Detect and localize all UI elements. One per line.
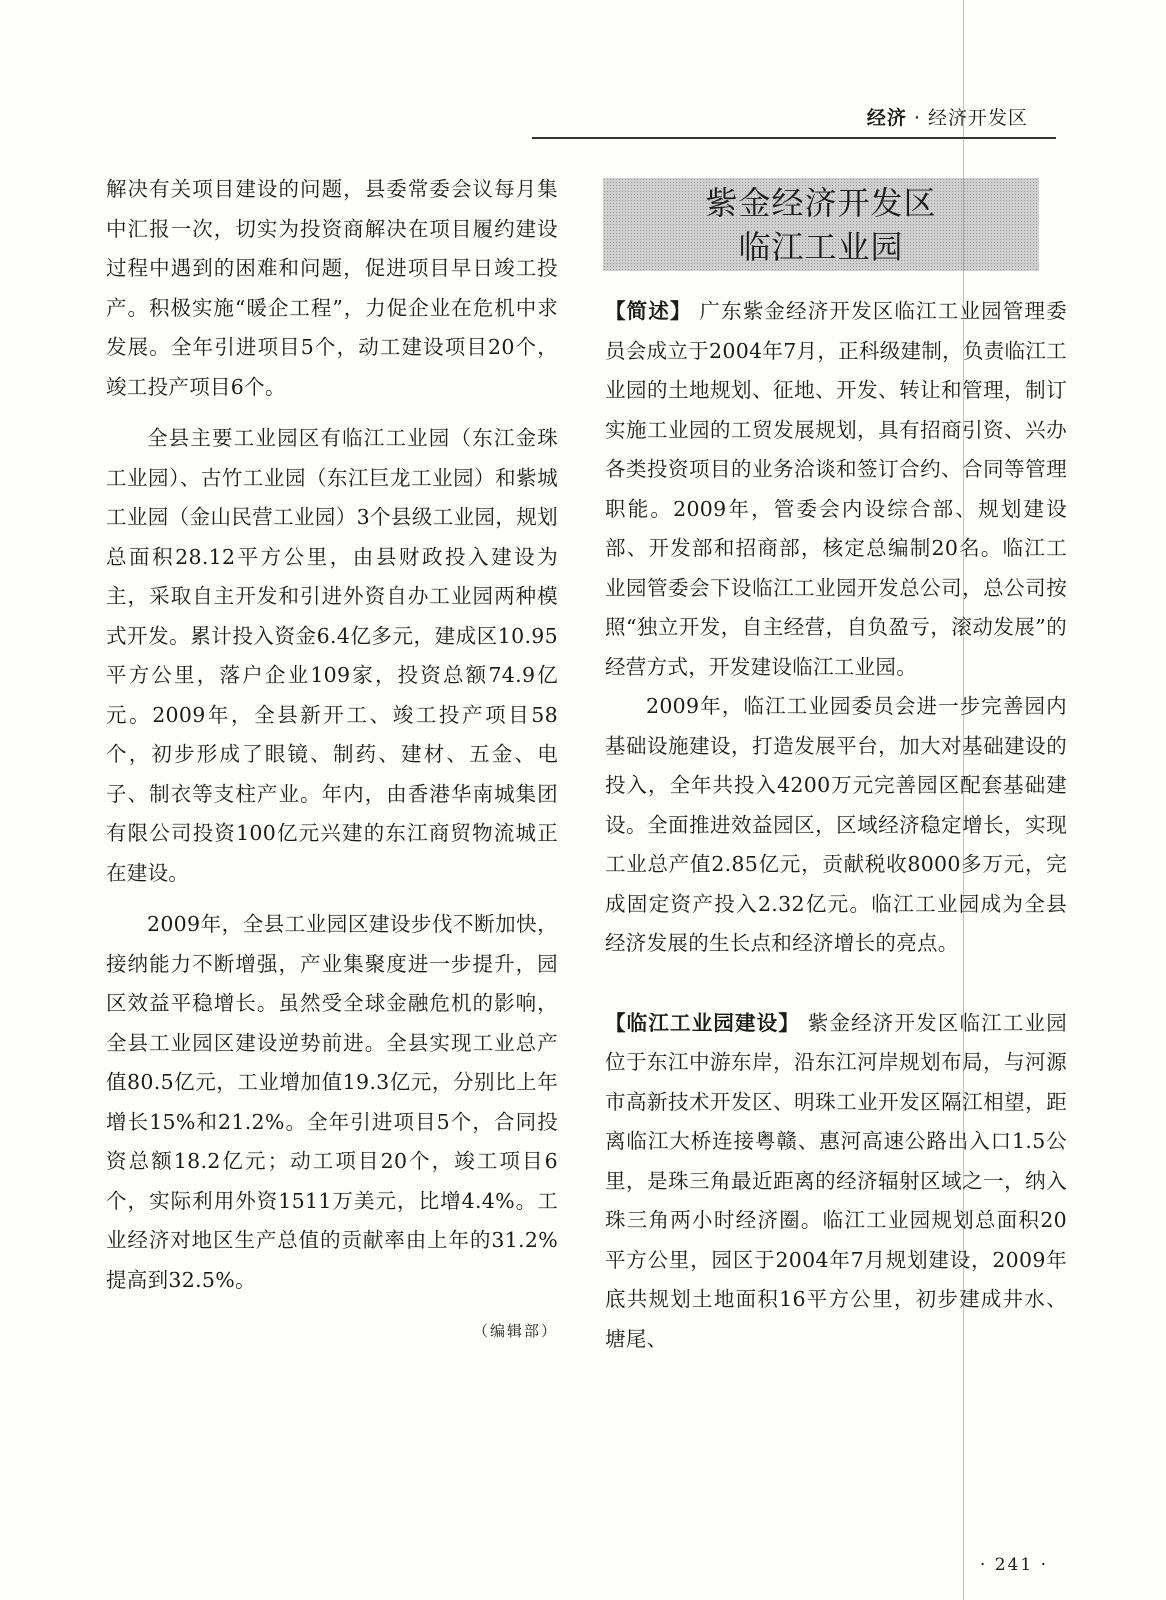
left-paragraph-3: 2009年，全县工业园区建设步伐不断加快，接纳能力不断增强，产业集聚度进一步提升，园区效益平稳增长。虽然受全球金融危机的影响，全县工业园区建设逆势前进。全县实现工业总产值80.5亿元，工业增加值19.3亿元，分别比上年增长15%和21.2%。全年引进项目5个，合同投资总额18.2亿元；动工项目20个，竣工项目6个，实际利用外资1511万美元，比增4.4%。工业经济对地区生产总值的贡献率由上年的31.2%提高到32.5%。 [106,912,558,1292]
scan-artifact-line [963,0,964,1600]
header-separator: · [913,107,921,129]
left-column [106,170,558,1352]
editor-signature: （编辑部） [472,1322,558,1340]
summary-paragraph [605,292,1067,687]
right-paragraph-2: 2009年，临江工业园委员会进一步完善园内基础设施建设，打造发展平台，加大对基础建设的投入，全年共投入4200万元完善园区配套基础建设。全面推进效益园区，区域经济稳定增长，实现工业总产值2.85亿元，贡献税收8000多万元，完成固定资产投入2.32亿元。临江工业园成为全县经济发展的生长点和经济增长的亮点。 [605,694,1067,955]
header-rule [532,137,1056,139]
right-column [605,292,1067,1359]
page-number: · 241 · [979,1555,1048,1575]
article-title-line2: 临江工业园 [738,227,904,266]
left-paragraph-2: 全县主要工业园区有临江工业园（东江金珠工业园）、古竹工业园（东江巨龙工业园）和紫城工业园（金山民营工业园）3个县级工业园，规划总面积28.12平方公里，由县财政投入建设为主，采取自主开发和引进外资自办工业园两种模式开发。累计投入资金6.4亿多元，建成区10.95平方公里，落户企业109家，投资总额74.9亿元。2009年，全县新开工、竣工投产项目58个，初步形成了眼镜、制药、建材、五金、电子、制衣等支柱产业。年内，由香港华南城集团有限公司投资100亿元兴建的东江商贸物流城正在建设。 [106,426,558,885]
summary-text: 广东紫金经济开发区临江工业园管理委员会成立于2004年7月，正科级建制，负责临江工业园的土地规划、征地、开发、转让和管理，制订实施工业园的工贸发展规划，具有招商引资、兴办各类投资项目的业务洽谈和签订合约、合同等管理职能。2009年，管委会内设综合部、规划建设部、开发部和招商部，核定总编制20名。临江工业园管委会下设临江工业园开发总公司，总公司按照“独立开发，自主经营，自负盈亏，滚动发展”的经营方式，开发建设临江工业园。 [605,299,1067,679]
article-title-line1: 紫金经济开发区 [705,183,937,222]
construction-text: 紫金经济开发区临江工业园位于东江中游东岸，沿东江河岸规划布局，与河源市高新技术开发区、明珠工业开发区隔江相望，距离临江大桥连接粤赣、惠河高速公路出入口1.5公里，是珠三角最近距离的经济辐射区域之一，纳入珠三角两小时经济圈。临江工业园规划总面积20平方公里，园区于2004年7月规划建设，2009年底共规划土地面积16平方公里，初步建成井水、塘尾、 [605,1010,1067,1351]
summary-label: 【简述】 [605,299,692,323]
article-title-box [603,178,1039,271]
construction-label: 【临江工业园建设】 [605,1010,801,1035]
header-section: 经济 [866,107,907,129]
running-head [867,103,1028,130]
header-subsection: 经济开发区 [927,107,1028,129]
left-paragraph-1: 解决有关项目建设的问题，县委常委会议每月集中汇报一次，切实为投资商解决在项目履约建设过程中遇到的困难和问题，促进项目早日竣工投产。积极实施“暖企工程”，力促企业在危机中求发展。全年引进项目5个，动工建设项目20个，竣工投产项目6个。 [106,177,558,399]
construction-paragraph [605,1004,1067,1360]
